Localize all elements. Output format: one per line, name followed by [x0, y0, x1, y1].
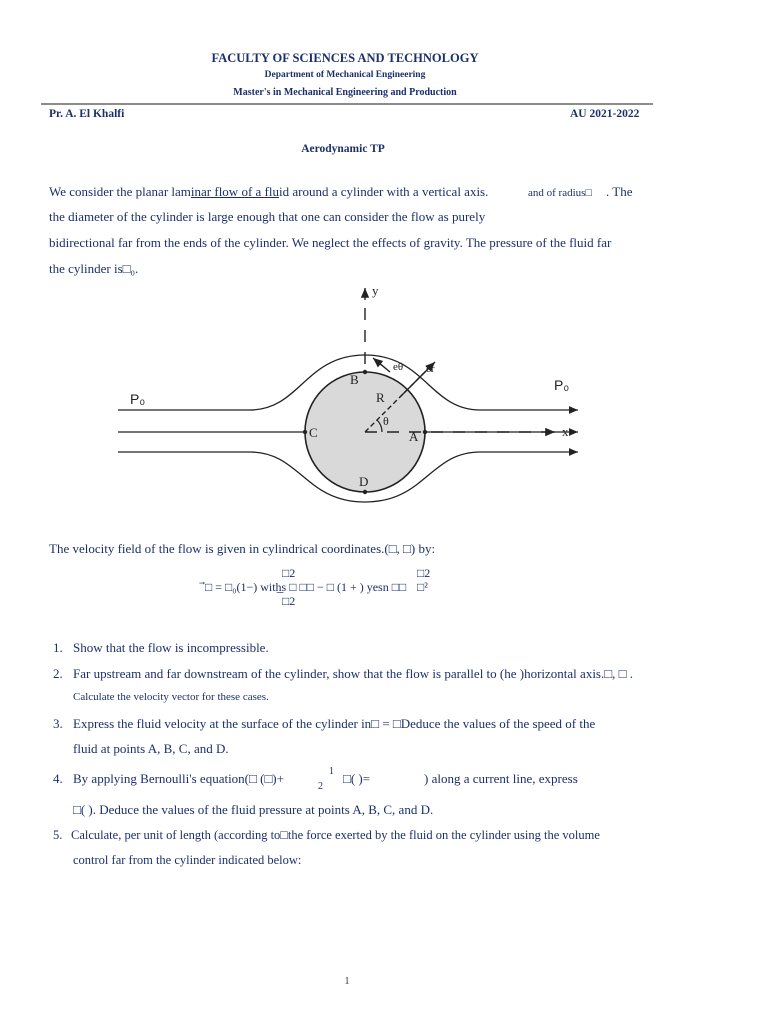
question-3-num: 3.: [53, 716, 63, 731]
etheta-vector: [373, 358, 390, 372]
question-3: Express the fluid velocity at the surface of the cylinder in□ = □Deduce the values of the speed of the: [73, 716, 596, 731]
y-axis-label: y: [372, 283, 379, 298]
underlined-text: inar flow of a flu: [190, 184, 279, 199]
velocity-intro: The velocity field of the flow is given in cylindrical coordinates.(□, □) by:: [49, 541, 436, 556]
question-5-num: 5.: [53, 828, 63, 842]
point-a-dot: [423, 430, 427, 434]
faculty-title: FACULTY OF SCIENCES AND TECHNOLOGY: [211, 51, 479, 65]
author: Pr. A. El Khalfi: [49, 108, 125, 120]
pressure-left-label: P₀: [130, 391, 146, 407]
question-4-end: ) along a current line, express: [424, 771, 578, 786]
program-title: Master's in Mechanical Engineering and Production: [233, 87, 457, 98]
question-4: By applying Bernoulli's equation(□ (□)+: [73, 771, 284, 786]
radius-label: R: [376, 390, 385, 405]
page-number: 1: [344, 976, 350, 987]
velocity-eq-sup: □2: [282, 566, 296, 580]
etheta-label: eθ: [393, 361, 404, 373]
question-4-frac: 1: [329, 766, 334, 777]
point-c-label: C: [309, 425, 318, 440]
intro-line-2: the diameter of the cylinder is large enough that one can consider the flow as purely: [49, 209, 486, 224]
velocity-eq-frac: □2 □²: [417, 566, 431, 594]
x-axis-label: x: [562, 424, 569, 439]
point-a-label: A: [409, 429, 419, 444]
intro-line-4: the cylinder is□₀.: [49, 261, 139, 276]
velocity-equation: ⃗□ = □₀(1−) witẖ̱̱s □ □□ − □ (1 + ) yesn □□: [205, 580, 407, 594]
academic-year: AU 2021-2022: [570, 108, 640, 120]
intro-line-1: We consider the planar laminar flow of a fluid around a cylinder with a vertical axis.: [49, 184, 489, 199]
question-3-sub: fluid at points A, B, C, and D.: [73, 741, 229, 756]
intro-line-1-end: . The: [606, 184, 633, 199]
question-5-sub: control far from the cylinder indicated below:: [73, 853, 302, 867]
question-5: Calculate, per unit of length (according to□the force exerted by the fluid on the cylinder using the volume: [71, 828, 600, 842]
question-4-num: 4.: [53, 771, 63, 786]
point-d-dot: [363, 490, 367, 494]
point-c-dot: [303, 430, 307, 434]
department-title: Department of Mechanical Engineering: [264, 70, 426, 80]
point-b-dot: [363, 370, 367, 374]
intro-radius-note: and of radius□: [528, 187, 593, 199]
question-1-num: 1.: [53, 640, 63, 655]
header-rule: [41, 103, 653, 105]
question-4-sub: □( ). Deduce the values of the fluid pressure at points A, B, C, and D.: [73, 802, 434, 817]
velocity-eq-sub: □2: [282, 594, 296, 608]
intro-line-3: bidirectional far from the ends of the cylinder. We neglect the effects of gravity. The pressure of the fluid far: [49, 235, 612, 250]
angle-label: θ: [383, 414, 389, 428]
question-2: Far upstream and far downstream of the cylinder, show that the flow is parallel to (he )horizontal axis.□, □ .: [73, 666, 633, 681]
question-4-mid: □( )=: [343, 771, 371, 786]
er-label: er: [426, 363, 435, 375]
point-d-label: D: [359, 474, 369, 489]
question-2-num: 2.: [53, 666, 63, 681]
point-b-label: B: [350, 372, 359, 387]
pressure-right-label: P₀: [554, 377, 570, 393]
question-1: Show that the flow is incompressible.: [73, 640, 269, 655]
cylinder-flow-figure: [100, 280, 600, 505]
question-2-sub: Calculate the velocity vector for these cases.: [73, 691, 269, 703]
document-title: Aerodynamic TP: [301, 143, 385, 155]
question-4-sub-num: 2: [318, 781, 323, 792]
